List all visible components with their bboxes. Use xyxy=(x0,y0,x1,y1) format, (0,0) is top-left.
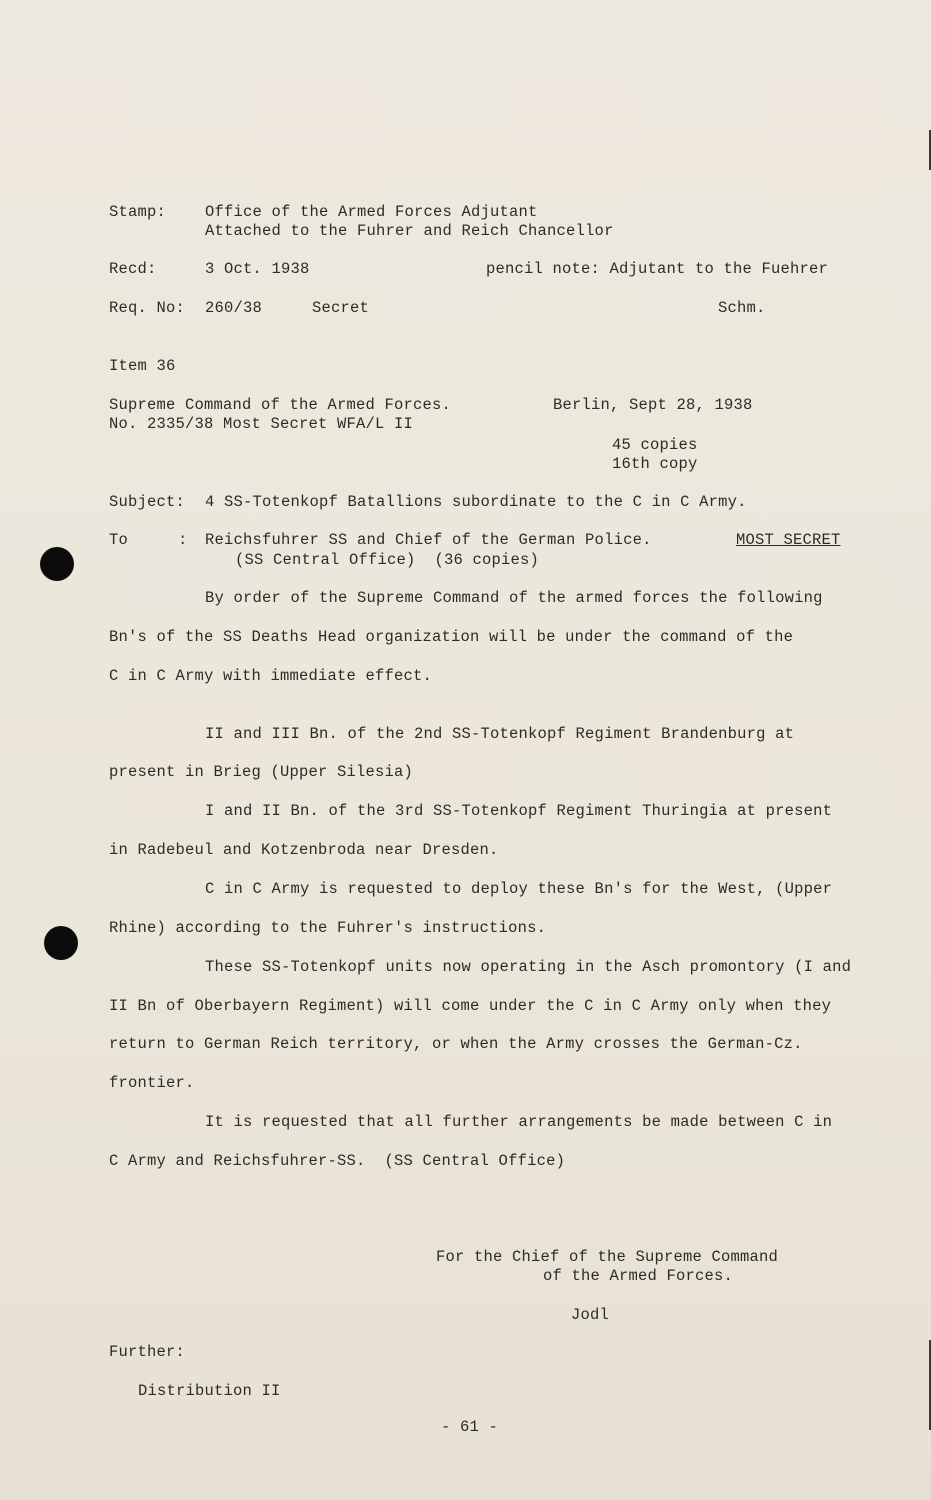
body-line: in Radebeul and Kotzenbroda near Dresden. xyxy=(109,841,499,859)
req-initials: Schm. xyxy=(718,299,766,317)
signature-line-2: of the Armed Forces. xyxy=(543,1267,734,1285)
classification-marking: MOST SECRET xyxy=(736,531,841,549)
req-number: 260/38 xyxy=(205,299,263,317)
req-label: Req. No: xyxy=(109,299,186,317)
subject-label: Subject: xyxy=(109,493,186,511)
body-line: I and II Bn. of the 3rd SS-Totenkopf Regiment Thuringia at present xyxy=(205,802,833,820)
body-line: II and III Bn. of the 2nd SS-Totenkopf Regiment Brandenburg at xyxy=(205,725,795,743)
body-line: By order of the Supreme Command of the armed forces the following xyxy=(205,589,823,607)
body-line: Bn's of the SS Deaths Head organization will be under the command of the xyxy=(109,628,794,646)
page-number: - 61 - xyxy=(441,1418,499,1436)
punch-hole-top xyxy=(40,547,74,581)
stamp-label: Stamp: xyxy=(109,203,167,221)
subject-text: 4 SS-Totenkopf Batallions subordinate to the C in C Army. xyxy=(205,493,747,511)
item-number: Item 36 xyxy=(109,357,176,375)
copy-number: 16th copy xyxy=(612,455,698,473)
place-date: Berlin, Sept 28, 1938 xyxy=(553,396,753,414)
recd-label: Recd: xyxy=(109,260,157,278)
signatory-name: Jodl xyxy=(571,1306,610,1324)
body-line: C in C Army is requested to deploy these Bn's for the West, (Upper xyxy=(205,880,833,898)
body-line: II Bn of Oberbayern Regiment) will come under the C in C Army only when they xyxy=(109,997,832,1015)
punch-hole-bottom xyxy=(44,926,78,960)
sender-line-2: No. 2335/38 Most Secret WFA/L II xyxy=(109,415,414,433)
stamp-line-2: Attached to the Fuhrer and Reich Chancellor xyxy=(205,222,614,240)
addressee-line-2: (SS Central Office) (36 copies) xyxy=(235,551,540,569)
to-colon: : xyxy=(178,531,188,549)
further-label: Further: xyxy=(109,1343,186,1361)
body-line: C Army and Reichsfuhrer-SS. (SS Central Office) xyxy=(109,1152,566,1170)
copies-count: 45 copies xyxy=(612,436,698,454)
body-line: return to German Reich territory, or when the Army crosses the German-Cz. xyxy=(109,1035,803,1053)
recd-date: 3 Oct. 1938 xyxy=(205,260,310,278)
sender-line-1: Supreme Command of the Armed Forces. xyxy=(109,396,452,414)
body-line: present in Brieg (Upper Silesia) xyxy=(109,763,414,781)
body-line: frontier. xyxy=(109,1074,195,1092)
pencil-note: pencil note: Adjutant to the Fuehrer xyxy=(486,260,829,278)
body-line: C in C Army with immediate effect. xyxy=(109,667,433,685)
stamp-line-1: Office of the Armed Forces Adjutant xyxy=(205,203,538,221)
addressee-line-1: Reichsfuhrer SS and Chief of the German Police. xyxy=(205,531,652,549)
to-label: To xyxy=(109,531,129,549)
body-line: Rhine) according to the Fuhrer's instructions. xyxy=(109,919,547,937)
req-classification: Secret xyxy=(312,299,370,317)
distribution-text: Distribution II xyxy=(138,1382,281,1400)
body-line: It is requested that all further arrangements be made between C in xyxy=(205,1113,833,1131)
body-line: These SS-Totenkopf units now operating in the Asch promontory (I and xyxy=(205,958,852,976)
signature-line-1: For the Chief of the Supreme Command xyxy=(436,1248,779,1266)
